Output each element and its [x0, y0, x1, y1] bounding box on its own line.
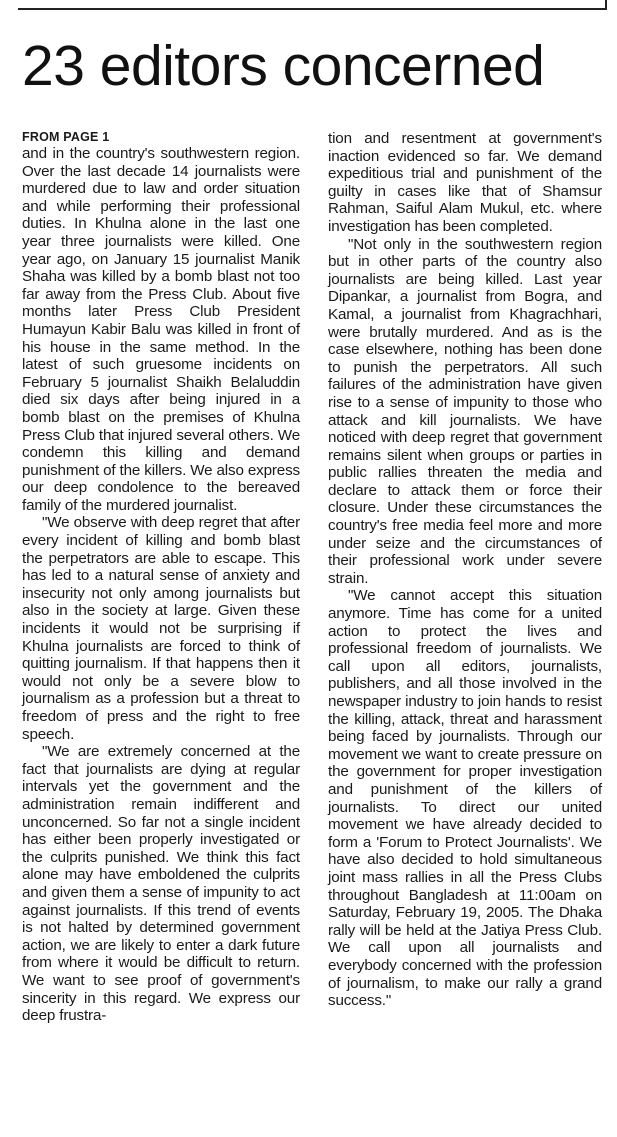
- right-border-rule: [605, 0, 607, 10]
- paragraph-left-3: "We are extremely concerned at the fact that journalists are dying at regular intervals yet the government and the administration remain indifferent and unconcerned. So far not a single incident has either been properly investigated or the culprits punished. We think this fact alone may have emboldened the culprits and given them a sense of impunity to act against journalists. If this trend of events is not halted by determined government action, we are likely to enter a dark future from where it would be difficult to return. We want to see proof of government's sincerity in this regard. We express our deep frustra-: [22, 743, 300, 1025]
- paragraph-left-2: "We observe with deep regret that after every incident of killing and bomb blast the perpetrators are able to escape. This has led to a natural sense of anxiety and insecurity not only among journalists but also in the society at large. Given these incidents it would not be surprising if Khulna journalists are forced to think of quitting journalism. If that happens then it would not only be a severe blow to journalism as a profession but a threat to freedom of press and the right to free speech.: [22, 514, 300, 743]
- paragraph-right-1: tion and resentment at government's inaction evidenced so far. We demand expeditious trial and punishment of the guilty in cases like that of Shamsur Rahman, Saiful Alam Mukul, etc. where investigation has been completed.: [328, 130, 602, 235]
- top-border-rule: [18, 8, 607, 10]
- paragraph-right-3: "We cannot accept this situation anymore. Time has come for a united action to protect the lives and professional freedom of journalists. We call upon all editors, journalists, publishers, and all those involved in the newspaper industry to join hands to resist the killing, attack, threat and harassment being faced by journalists. Through our movement we want to create pressure on the government for proper investigation and punishment of the killers of journalists. To direct our united movement we have already decided to form a 'Forum to Protect Journalists'. We have also decided to hold simultaneous joint mass rallies in all the Press Clubs throughout Bangladesh at 11:00am on Saturday, February 19, 2005. The Dhaka rally will be held at the Jatiya Press Club. We call upon all journalists and everybody concerned with the profession of journalism, to make our rally a grand success.": [328, 587, 602, 1010]
- paragraph-left-1: and in the country's southwestern region. Over the last decade 14 journalists were murdered due to law and order situation and while performing their professional duties. In Khulna alone in the last one year three journalists were killed. One year ago, on January 15 journalist Manik Shaha was killed by a bomb blast not too far away from the Press Club. About five months later Press Club President Humayun Kabir Balu was killed in front of his house in the same method. In the latest of such gruesome incidents on February 5 journalist Shaikh Belaluddin died six days after being injured in a bomb blast on the premises of Khulna Press Club that injured several others. We condemn this killing and demand punishment of the killers. We also express our deep condolence to the bereaved family of the murdered journalist.: [22, 145, 300, 514]
- continuation-label: FROM PAGE 1: [22, 130, 110, 144]
- article-column-left: [22, 130, 300, 1025]
- paragraph-right-2: "Not only in the southwestern region but in other parts of the country also journalists are being killed. Last year Dipankar, a journalist from Bogra, and Kamal, a journalist from Khagrachhari, were brutally murdered. And as is the case elsewhere, nothing has been done to punish the perpetrators. All such failures of the administration have given rise to a sense of impunity to those who attack and kill journalists. We have noticed with deep regret that government remains silent when groups or parties in public rallies threaten the media and declare to attack them or force their closure. Under these circumstances the country's free media feel more and more under seize and the circumstances of their professional work under severe strain.: [328, 235, 602, 587]
- article-headline: 23 editors concerned: [22, 34, 545, 98]
- article-column-right: [328, 130, 602, 1010]
